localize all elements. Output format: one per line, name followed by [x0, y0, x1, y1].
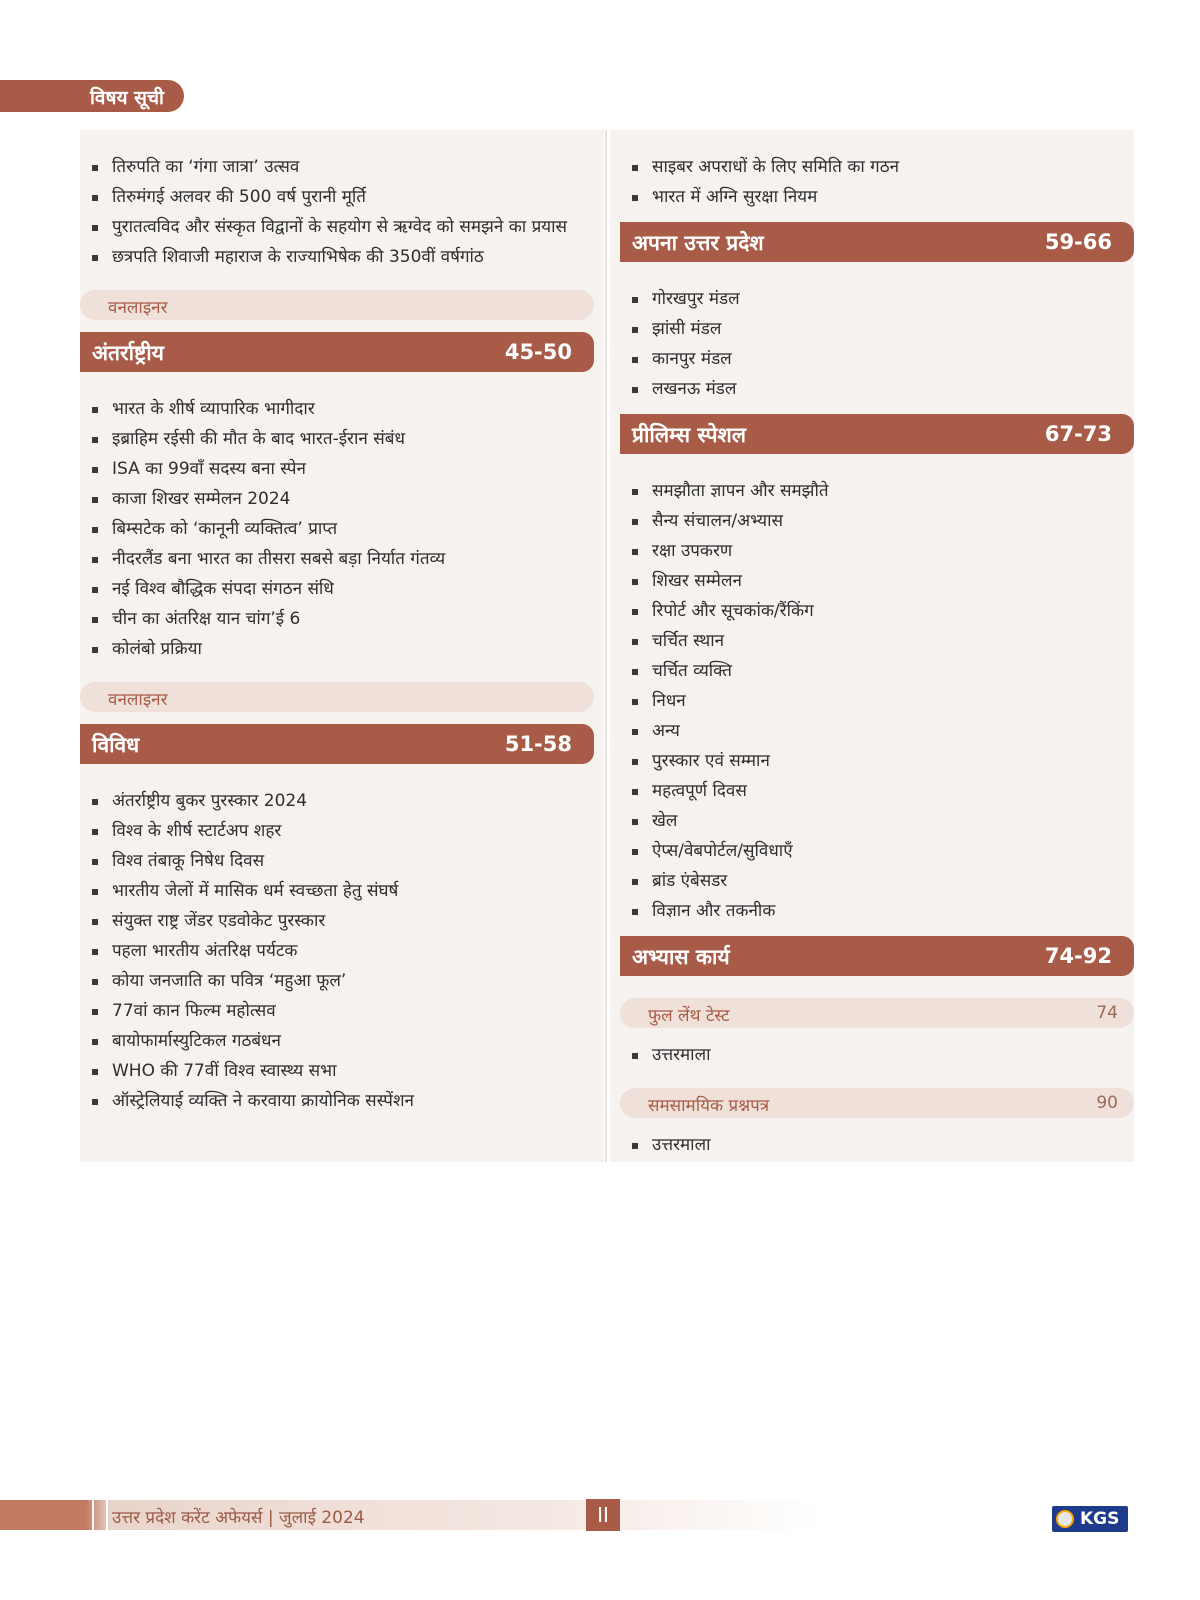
prelims-list — [620, 476, 1134, 926]
list-item[interactable]: कोलंबो प्रक्रिया — [80, 634, 594, 664]
right-intro-list — [620, 152, 1134, 212]
list-item[interactable]: कोया जनजाति का पवित्र ‘महुआ फूल’ — [80, 966, 594, 996]
list-item[interactable]: तिरुमंगई अलवर की 500 वर्ष पुरानी मूर्ति — [80, 182, 594, 212]
international-list — [80, 394, 594, 664]
list-item[interactable]: भारत के शीर्ष व्यापारिक भागीदार — [80, 394, 594, 424]
contents-tab — [0, 80, 184, 112]
kgs-logo — [1052, 1506, 1128, 1532]
oneliner-label: वनलाइनर — [108, 298, 168, 318]
page-number: II — [586, 1499, 620, 1531]
list-item[interactable]: चर्चित व्यक्ति — [620, 656, 1134, 686]
list-item[interactable]: छत्रपति शिवाजी महाराज के राज्याभिषेक की 350वीं वर्षगांठ — [80, 242, 594, 272]
list-item[interactable]: पुरातत्वविद और संस्कृत विद्वानों के सहयोग से ऋग्वेद को समझने का प्रयास — [80, 212, 594, 242]
section-title: अभ्यास कार्य — [632, 945, 730, 969]
list-item[interactable]: ऐप्स/वेबपोर्टल/सुविधाएँ — [620, 836, 1134, 866]
list-item[interactable]: ब्रांड एंबेसडर — [620, 866, 1134, 896]
list-item[interactable]: चर्चित स्थान — [620, 626, 1134, 656]
emblem-icon — [1056, 1510, 1074, 1528]
section-header-international[interactable] — [80, 332, 594, 372]
list-item[interactable]: नीदरलैंड बना भारत का तीसरा सबसे बड़ा निर्यात गंतव्य — [80, 544, 594, 574]
list-item[interactable]: शिखर सम्मेलन — [620, 566, 1134, 596]
list-item[interactable]: झांसी मंडल — [620, 314, 1134, 344]
subsection-label: फुल लेंथ टेस्ट — [648, 1006, 730, 1026]
list-item[interactable]: विज्ञान और तकनीक — [620, 896, 1134, 926]
section-title: प्रीलिम्स स्पेशल — [632, 423, 747, 447]
oneliner-label: वनलाइनर — [108, 690, 168, 710]
list-item[interactable]: पहला भारतीय अंतरिक्ष पर्यटक — [80, 936, 594, 966]
section-title: अपना उत्तर प्रदेश — [632, 231, 764, 255]
list-item[interactable]: इब्राहिम रईसी की मौत के बाद भारत-ईरान संबंध — [80, 424, 594, 454]
list-item[interactable]: सैन्य संचालन/अभ्यास — [620, 506, 1134, 536]
list-item[interactable]: उत्तरमाला — [620, 1040, 1134, 1070]
list-item[interactable]: संयुक्त राष्ट्र जेंडर एडवोकेट पुरस्कार — [80, 906, 594, 936]
list-item[interactable]: विश्व के शीर्ष स्टार्टअप शहर — [80, 816, 594, 846]
section-pages: 74-92 — [1044, 944, 1112, 968]
section-header-up[interactable] — [620, 222, 1134, 262]
list-item[interactable]: निधन — [620, 686, 1134, 716]
section-pages: 59-66 — [1044, 230, 1112, 254]
footer-title: उत्तर प्रदेश करेंट अफेयर्स | जुलाई 2024 — [112, 1508, 365, 1528]
logo-text: KGS — [1080, 1509, 1120, 1529]
list-item[interactable]: तिरुपति का ‘गंगा जात्रा’ उत्सव — [80, 152, 594, 182]
right-column — [620, 152, 1134, 1160]
section-header-misc[interactable] — [80, 724, 594, 764]
current-paper-list — [620, 1130, 1134, 1160]
list-item[interactable]: महत्वपूर्ण दिवस — [620, 776, 1134, 806]
list-item[interactable]: खेल — [620, 806, 1134, 836]
section-header-prelims[interactable] — [620, 414, 1134, 454]
current-paper-pill[interactable] — [620, 1088, 1134, 1118]
section-header-practice[interactable] — [620, 936, 1134, 976]
list-item[interactable]: 77वां कान फिल्म महोत्सव — [80, 996, 594, 1026]
list-item[interactable]: पुरस्कार एवं सम्मान — [620, 746, 1134, 776]
section-pages: 67-73 — [1044, 422, 1112, 446]
list-item[interactable]: भारत में अग्नि सुरक्षा नियम — [620, 182, 1134, 212]
list-item[interactable]: विश्व तंबाकू निषेध दिवस — [80, 846, 594, 876]
list-item[interactable]: रक्षा उपकरण — [620, 536, 1134, 566]
misc-list — [80, 786, 594, 1116]
subsection-page: 74 — [1096, 1003, 1118, 1023]
left-column — [80, 152, 594, 1116]
list-item[interactable]: WHO की 77वीं विश्व स्वास्थ्य सभा — [80, 1056, 594, 1086]
section-title: अंतर्राष्ट्रीय — [92, 341, 164, 365]
section-pages: 51-58 — [504, 732, 572, 756]
list-item[interactable]: बिम्सटेक को ‘कानूनी व्यक्तित्व’ प्राप्त — [80, 514, 594, 544]
full-length-test-pill[interactable] — [620, 998, 1134, 1028]
section-pages: 45-50 — [504, 340, 572, 364]
list-item[interactable]: नई विश्व बौद्धिक संपदा संगठन संधि — [80, 574, 594, 604]
oneliner-pill-1[interactable] — [80, 290, 594, 320]
list-item[interactable]: काजा शिखर सम्मेलन 2024 — [80, 484, 594, 514]
list-item[interactable]: अंतर्राष्ट्रीय बुकर पुरस्कार 2024 — [80, 786, 594, 816]
footer-decoration — [92, 1500, 108, 1530]
list-item[interactable]: उत्तरमाला — [620, 1130, 1134, 1160]
list-item[interactable]: समझौता ज्ञापन और समझौते — [620, 476, 1134, 506]
oneliner-pill-2[interactable] — [80, 682, 594, 712]
list-item[interactable]: बायोफार्मास्युटिकल गठबंधन — [80, 1026, 594, 1056]
full-length-list — [620, 1040, 1134, 1070]
list-item[interactable]: ऑस्ट्रेलियाई व्यक्ति ने करवाया क्रायोनिक सस्पेंशन — [80, 1086, 594, 1116]
left-intro-list — [80, 152, 594, 272]
list-item[interactable]: रिपोर्ट और सूचकांक/रैंकिंग — [620, 596, 1134, 626]
list-item[interactable]: लखनऊ मंडल — [620, 374, 1134, 404]
list-item[interactable]: ISA का 99वाँ सदस्य बना स्पेन — [80, 454, 594, 484]
list-item[interactable]: कानपुर मंडल — [620, 344, 1134, 374]
list-item[interactable]: गोरखपुर मंडल — [620, 284, 1134, 314]
up-list — [620, 284, 1134, 404]
section-title: विविध — [92, 733, 140, 757]
list-item[interactable]: अन्य — [620, 716, 1134, 746]
column-divider — [605, 130, 607, 1162]
contents-tab-label: विषय सूची — [90, 87, 164, 109]
list-item[interactable]: भारतीय जेलों में मासिक धर्म स्वच्छता हेतु संघर्ष — [80, 876, 594, 906]
subsection-page: 90 — [1096, 1093, 1118, 1113]
subsection-label: समसामयिक प्रश्नपत्र — [648, 1096, 770, 1116]
list-item[interactable]: चीन का अंतरिक्ष यान चांग’ई 6 — [80, 604, 594, 634]
list-item[interactable]: साइबर अपराधों के लिए समिति का गठन — [620, 152, 1134, 182]
